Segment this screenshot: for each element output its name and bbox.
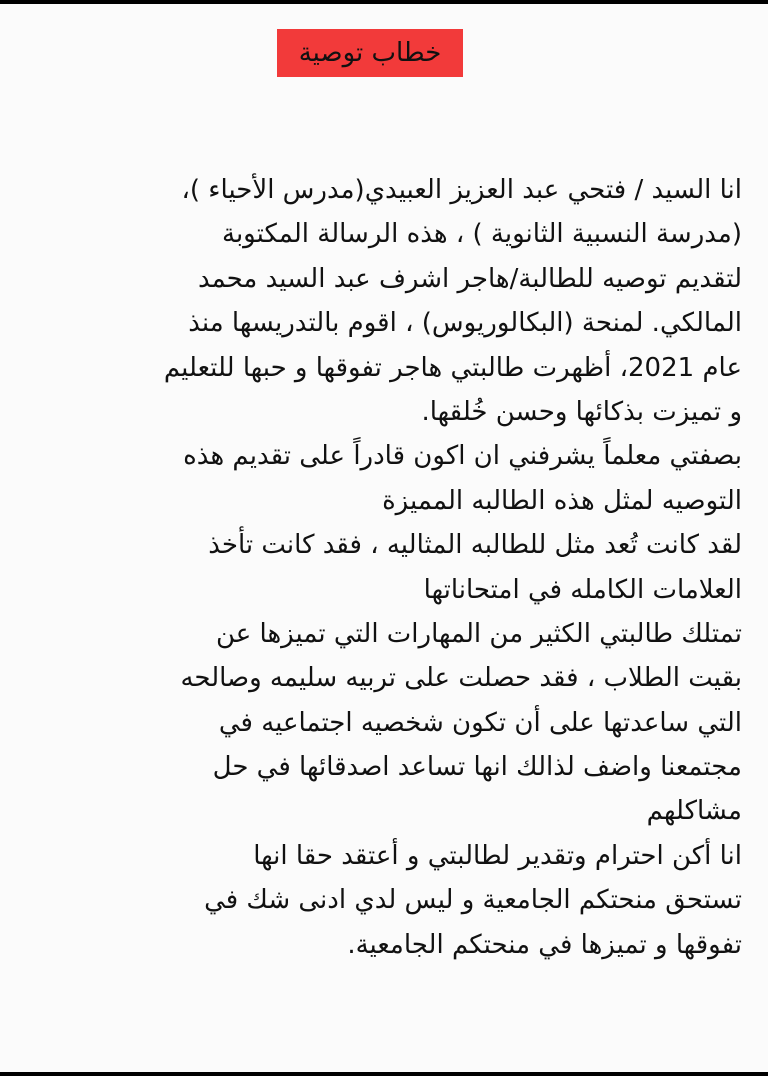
letter-line: (مدرسة النسبية الثانوية ) ، هذه الرسالة المكتوبة xyxy=(222,219,742,250)
letter-line: مجتمعنا واضف لذالك انها تساعد اصدقائها في حل xyxy=(212,752,742,783)
letter-line: لتقديم توصيه للطالبة/هاجر اشرف عبد السيد محمد xyxy=(197,263,742,294)
letter-line: العلامات الكامله في امتحاناتها xyxy=(423,574,742,605)
letter-page xyxy=(0,4,768,1072)
letter-line: التي ساعدتها على أن تكون شخصيه اجتماعيه في xyxy=(218,707,742,738)
letter-line: انا السيد / فتحي عبد العزيز العبيدي(مدرس الأحياء )، xyxy=(181,175,742,205)
letter-line: تمتلك طالبتي الكثير من المهارات التي تميزها عن xyxy=(215,618,742,649)
letter-line: المالكي. لمنحة (البكالوريوس) ، اقوم بالتدريسها منذ xyxy=(188,308,742,339)
letter-body xyxy=(40,168,742,967)
letter-line: بقيت الطلاب ، فقد حصلت على تربيه سليمه وصالحه xyxy=(180,663,742,694)
letter-line: تستحق منحتكم الجامعية و ليس لدي ادنى شك في xyxy=(204,885,742,916)
letter-line: التوصيه لمثل هذه الطالبه المميزة xyxy=(382,485,742,516)
letter-line: تفوقها و تميزها في منحتكم الجامعية. xyxy=(347,929,742,960)
letter-line: و تميزت بذكائها وحسن خُلقها. xyxy=(421,396,742,427)
letter-line: لقد كانت تُعد مثل للطالبه المثاليه ، فقد كانت تأخذ xyxy=(208,530,742,561)
letter-line: بصفتي معلماً يشرفني ان اكون قادراً على تقديم هذه xyxy=(183,441,742,472)
letter-line: انا أكن احترام وتقدير لطالبتي و أعتقد حقا انها xyxy=(253,840,742,871)
letter-line: عام 2021، أظهرت طالبتي هاجر تفوقها و حبها للتعليم xyxy=(163,352,742,383)
letter-line: مشاكلهم xyxy=(646,796,742,827)
letter-title: خطاب توصية xyxy=(277,29,463,77)
